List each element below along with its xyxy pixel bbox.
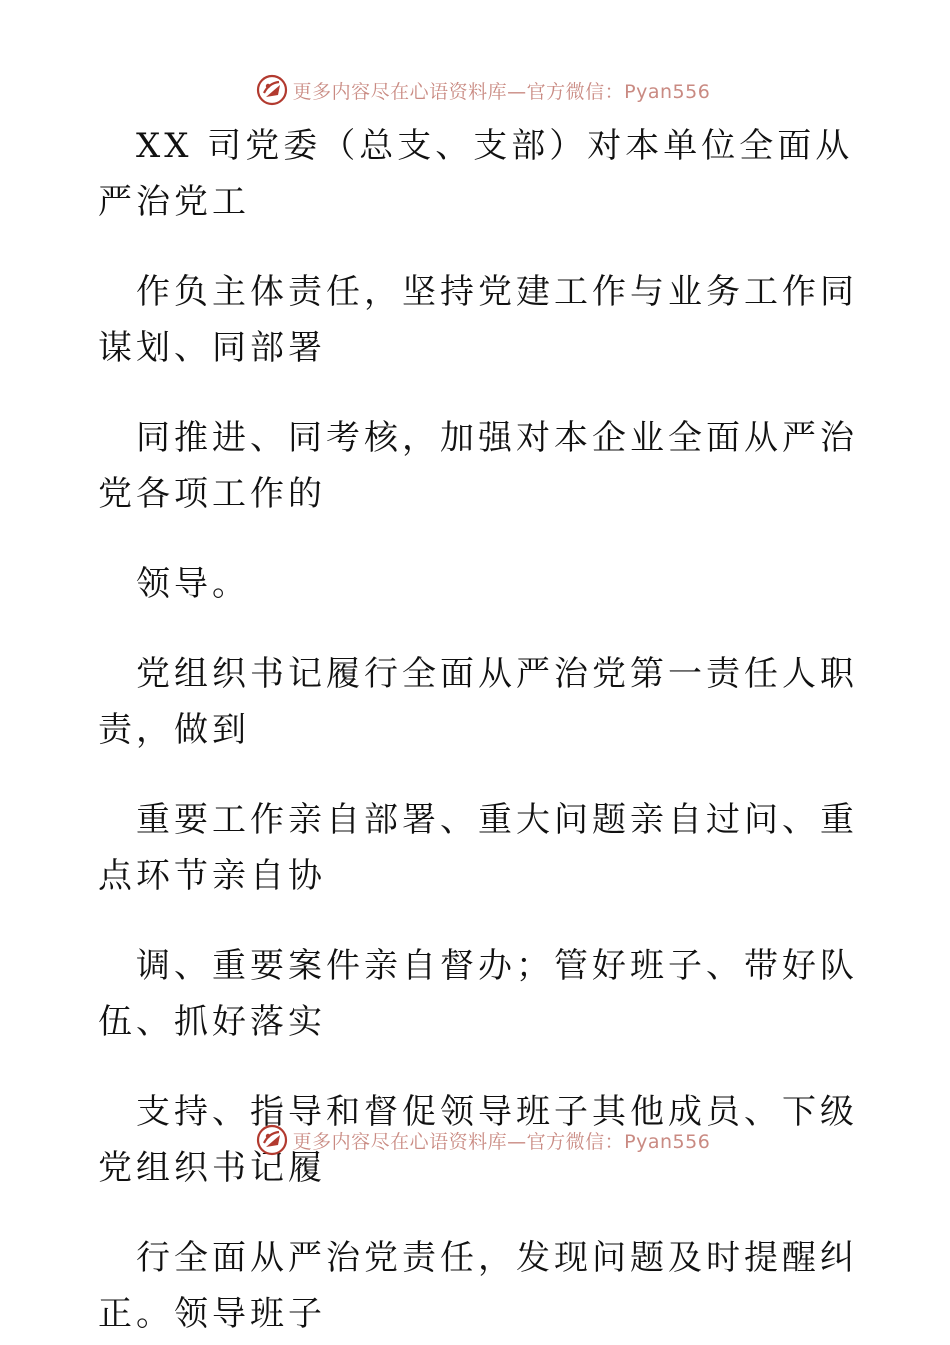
footer-watermark-banner: [0, 1120, 950, 1160]
paragraph-line-1: XX 司党委（总支、支部）对本单位全面从严治党工: [98, 126, 854, 222]
header-watermark-banner: [0, 70, 950, 110]
paragraph-line-4: 领导。: [136, 564, 250, 604]
library-logo-icon: [255, 1123, 289, 1157]
paragraph-line-3: 同推进、同考核，加强对本企业全面从严治党各项工作的: [98, 418, 858, 514]
library-logo-icon: [255, 73, 289, 107]
paragraph-line-6: 重要工作亲自部署、重大问题亲自过问、重点环节亲自协: [98, 800, 858, 896]
footer-watermark-text: 更多内容尽在心语资料库—官方微信：Pyan556: [292, 1130, 711, 1153]
paragraph-line-2: 作负主体责任，坚持党建工作与业务工作同谋划、同部署: [98, 272, 858, 368]
document-body: [0, 118, 950, 1345]
header-watermark-text: 更多内容尽在心语资料库—官方微信：Pyan556: [292, 80, 711, 103]
paragraph-line-5: 党组织书记履行全面从严治党第一责任人职责，做到: [98, 654, 858, 750]
paragraph-line-9: 行全面从严治党责任，发现问题及时提醒纠正。领导班子: [98, 1238, 858, 1334]
paragraph-line-8: 支持、指导和督促领导班子其他成员、下级党组织书记履: [98, 1092, 858, 1188]
paragraph-line-7: 调、重要案件亲自督办；管好班子、带好队伍、抓好落实: [98, 946, 858, 1042]
